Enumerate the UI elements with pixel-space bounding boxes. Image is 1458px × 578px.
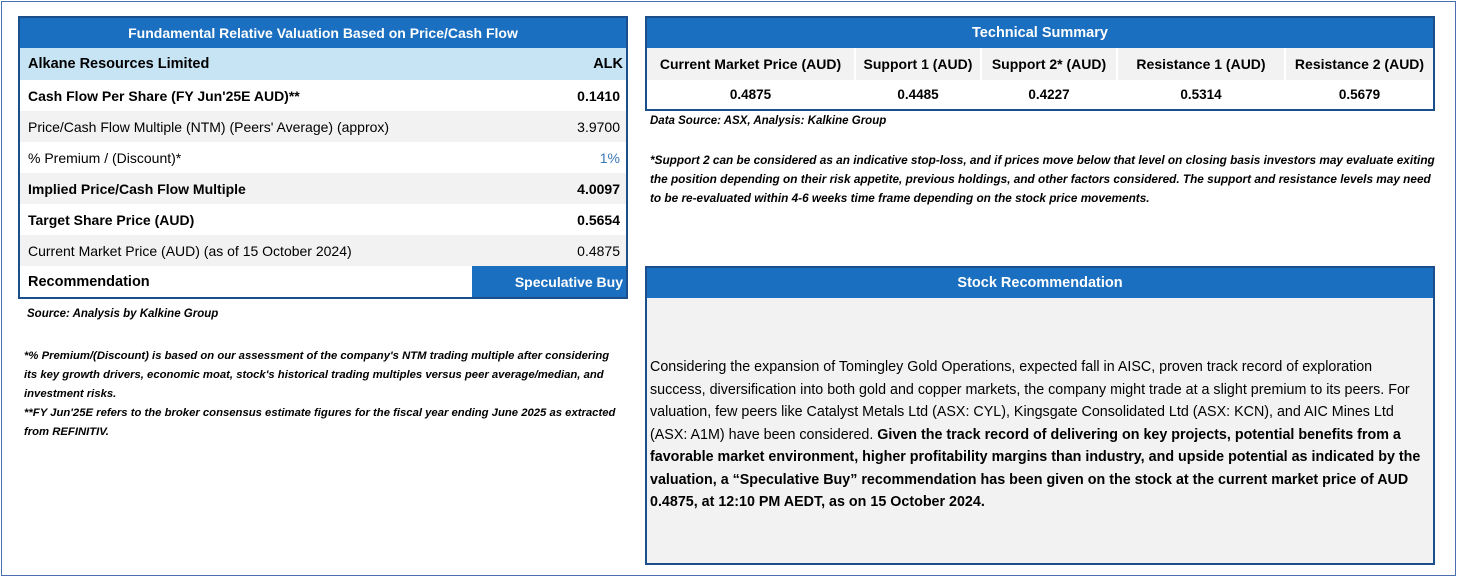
col-label: Resistance 1 (AUD) <box>1118 48 1284 80</box>
row-value: 0.4875 <box>577 242 620 259</box>
valuation-title: Fundamental Relative Valuation Based on Price/Cash Flow <box>20 18 626 48</box>
technical-summary-table <box>645 16 1435 111</box>
col-label: Support 2* (AUD) <box>982 48 1116 80</box>
col-value: 0.4875 <box>729 87 772 102</box>
row-value: 4.0097 <box>577 180 620 197</box>
row-target-price <box>20 204 626 235</box>
technical-source: Data Source: ASX, Analysis: Kalkine Group <box>650 115 887 127</box>
recommendation-text-regular: Considering the expansion of Tomingley Gold Operations, expected fall in AISC, proven track record of exploration success, diversification into both gold and copper markets, the company might trade at a slight premium to its peers. For valuation, few peers like Catalyst Metals Ltd (ASX: CYL), Kingsgate Consolidated Ltd (ASX: KCN), and AIC Mines Ltd (ASX: A1M) have been considered. <box>650 359 1410 443</box>
row-value: 0.1410 <box>577 87 620 104</box>
ticker: ALK <box>593 56 623 72</box>
row-implied-multiple <box>20 173 626 204</box>
col-value: 0.5679 <box>1338 87 1381 102</box>
col-resistance-2 <box>1286 48 1433 109</box>
col-label: Current Market Price (AUD) <box>647 48 854 80</box>
recommendation-text-bold: Given the track record of delivering on key projects, potential benefits from a favorable market environment, higher profitability margins than industry, and upside potential as indicated by the valuation, a “Speculative Buy” recommendation has been given on the stock at the current market price of AUD 0.4875, at 12:10 PM AEDT, as on 15 October 2024. <box>650 426 1421 510</box>
technical-note: *Support 2 can be considered as an indicative stop-loss, and if prices move below that level on closing basis investors may evaluate exiting the position depending on their risk appetite, previous holdings, and other factors considered. The support and resistance levels may need to be re-evaluated within 4-6 weeks time frame depending on the stock price movements. <box>650 153 1435 205</box>
col-value: 0.4227 <box>1028 87 1070 102</box>
row-label: Target Share Price (AUD) <box>28 211 195 228</box>
valuation-notes <box>24 347 620 442</box>
stock-recommendation-title: Stock Recommendation <box>647 268 1433 298</box>
row-cash-flow-per-share <box>20 80 626 111</box>
col-current-price <box>647 48 856 109</box>
recommendation-value: Speculative Buy <box>472 266 626 297</box>
row-value: 1% <box>599 149 620 166</box>
col-resistance-1 <box>1118 48 1286 109</box>
col-support-2 <box>982 48 1118 109</box>
company-row <box>20 48 626 80</box>
stock-recommendation-text <box>650 356 1430 514</box>
col-label: Support 1 (AUD) <box>856 48 980 80</box>
company-name: Alkane Resources Limited <box>28 56 210 72</box>
technical-title: Technical Summary <box>647 18 1433 48</box>
note-fy: **FY Jun'25E refers to the broker consensus estimate figures for the fiscal year ending June 2025 as extracted from REFINITIV. <box>24 407 616 438</box>
row-label: Cash Flow Per Share (FY Jun'25E AUD)** <box>28 87 300 104</box>
valuation-source: Source: Analysis by Kalkine Group <box>27 308 219 320</box>
row-premium-discount <box>20 142 626 173</box>
row-label: Current Market Price (AUD) (as of 15 October 2024) <box>28 242 352 259</box>
stock-recommendation-box <box>645 266 1435 565</box>
row-label: Price/Cash Flow Multiple (NTM) (Peers' Average) (approx) <box>28 118 390 135</box>
row-label: Implied Price/Cash Flow Multiple <box>28 180 246 197</box>
valuation-table <box>18 16 628 299</box>
note-premium: *% Premium/(Discount) is based on our assessment of the company's NTM trading multiple after considering its key growth drivers, economic moat, stock's historical trading multiples versus peer average/median, and investment risks. <box>24 350 610 400</box>
row-label: % Premium / (Discount)* <box>28 149 182 166</box>
row-current-price <box>20 235 626 266</box>
col-label: Resistance 2 (AUD) <box>1286 48 1433 80</box>
row-peers-multiple <box>20 111 626 142</box>
row-recommendation <box>20 266 626 297</box>
col-value: 0.4485 <box>897 87 939 102</box>
recommendation-label: Recommendation <box>28 273 150 290</box>
row-value: 0.5654 <box>577 211 620 228</box>
col-support-1 <box>856 48 982 109</box>
row-value: 3.9700 <box>577 118 620 135</box>
col-value: 0.5314 <box>1180 87 1222 102</box>
